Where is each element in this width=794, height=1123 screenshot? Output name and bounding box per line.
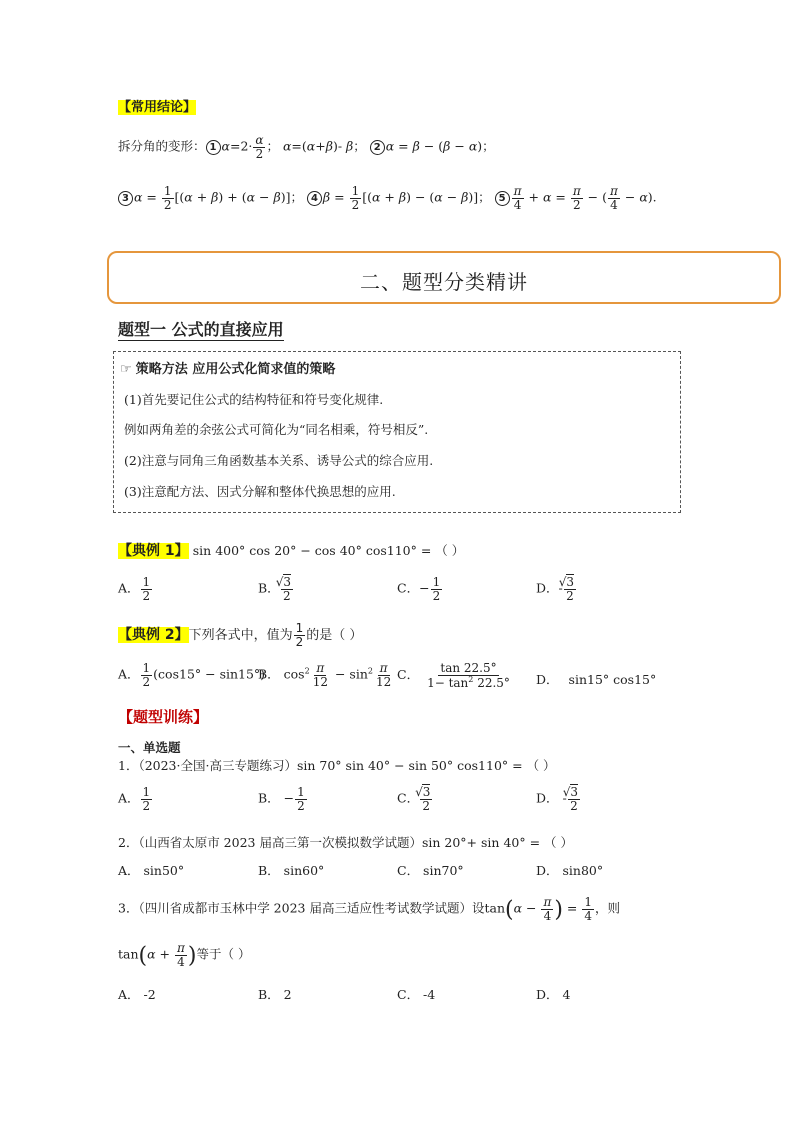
formula-line-2: 3 α = $\frac{1}{2}$ [(α + β) + (α − β)]； 4 β = $\frac{1}{2}$ [(α + β) − (α − β)]； 5 $\frac{\pi}{4}$ + α = $\frac{\pi}{2}$ − ( $\frac{\pi}{4}$ − α). [118,185,657,211]
section-header-box [107,251,781,304]
section-title: 二、题型分类精讲 [360,270,528,294]
example-1-label: 【典例 1】 [118,543,189,559]
example-2-label: 【典例 2】 [118,626,189,643]
strategy-line-3: (2)注意与同角三角函数基本关系、诱导公式的综合应用. [124,453,434,468]
category-label: 一、单选题 [118,740,181,755]
strategy-line-4: (3)注意配方法、因式分解和整体代换思想的应用. [124,484,396,499]
example-2-stem: 下列各式中，值为 $\frac{1}{2}$ 的是（ ） [188,621,363,649]
strategy-line-1: (1)首先要记住公式的结构特征和符号变化规律. [124,392,384,407]
training-title: 【题型训练】 [118,708,209,726]
topic-title: 题型一 公式的直接应用 [118,320,284,339]
strategy-title: 策略方法 应用公式化简求值的策略 [135,362,336,377]
question-2-stem: 2．（山西省太原市 2023 届高三第一次模拟数学试题）sin 20°+ sin 40° = （ ） [118,835,573,850]
strategy-box [113,351,681,513]
question-3-line-2: tan(α + $\frac{\pi}{4}$ )等于（ ） [118,941,251,969]
example-1-stem: sin 400° cos 20° − cos 40° cos110° = （ ） [192,543,465,558]
common-conclusions-title: 【常用结论】 [118,100,197,115]
strategy-line-2: 例如两角差的余弦公式可简化为“同名相乘，符号相反”. [124,422,429,437]
pointing-hand-icon: ☞ [120,362,132,377]
formula-line-1: 拆分角的变形： 1 α=2· $\frac{\alpha}{2}$ ； α=(α+β)- β； 2 α = β − (β − α)； [118,133,495,161]
question-1-stem: 1．（2023·全国·高三专题练习）sin 70° sin 40° − sin 50° cos110° = （ ） [118,758,556,773]
question-3-stem: 3．（四川省成都市玉林中学 2023 届高三适应性考试数学试题）设tan(α − $\frac{\pi}{4}$ ) = $\frac{1}{4}$ ，则 [118,895,621,923]
